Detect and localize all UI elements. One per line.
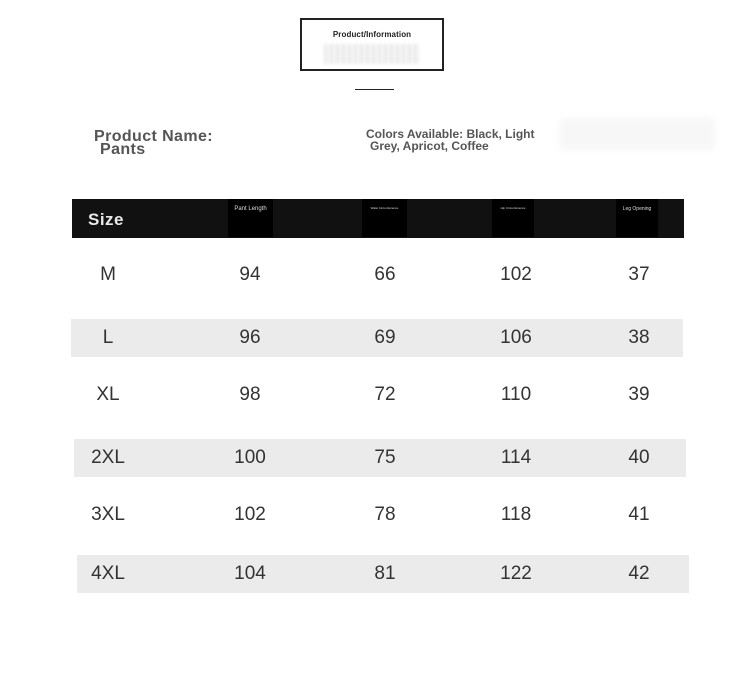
column-header-pant-length xyxy=(228,199,273,237)
table-row xyxy=(71,376,683,414)
cell-pant-length: 104 xyxy=(234,563,266,584)
cell-hip: 114 xyxy=(500,447,532,468)
cell-pant-length: 98 xyxy=(239,384,261,405)
table-row xyxy=(71,256,683,294)
colors-line-2: Grey, Apricot, Coffee xyxy=(370,139,489,153)
cell-hip: 102 xyxy=(500,264,532,285)
column-header-hip-label: Hip Circumference xyxy=(500,206,526,210)
cell-size: 4XL xyxy=(91,563,125,584)
table-row xyxy=(71,319,683,357)
product-name-label: Product Name: xyxy=(94,128,213,145)
cell-waist: 78 xyxy=(374,504,396,525)
cell-leg-opening: 41 xyxy=(628,504,650,525)
cell-leg-opening: 37 xyxy=(628,264,650,285)
cell-pant-length: 102 xyxy=(234,504,266,525)
cell-leg-opening: 38 xyxy=(628,327,650,348)
cell-pant-length: 100 xyxy=(234,447,266,468)
column-header-leg-opening xyxy=(616,199,658,237)
cell-pant-length: 94 xyxy=(239,264,261,285)
cell-waist: 72 xyxy=(374,384,396,405)
cell-leg-opening: 40 xyxy=(628,447,650,468)
table-row xyxy=(77,555,689,593)
colors-available xyxy=(366,128,566,152)
header-title: Product/Information xyxy=(332,30,412,39)
cell-hip: 118 xyxy=(500,504,532,525)
cell-size: L xyxy=(102,327,114,348)
size-table-header xyxy=(72,199,684,238)
cell-leg-opening: 39 xyxy=(628,384,650,405)
table-row xyxy=(74,439,686,477)
colors-blur-decoration xyxy=(560,118,715,150)
cell-leg-opening: 42 xyxy=(628,563,650,584)
cell-size: XL xyxy=(96,384,120,405)
cell-size: 2XL xyxy=(91,447,125,468)
cell-hip: 110 xyxy=(500,384,532,405)
product-information-header xyxy=(300,18,444,71)
cell-size: M xyxy=(100,264,116,285)
column-header-leg-opening-label: Leg Opening xyxy=(622,206,652,212)
column-header-pant-length-label: Pant Length xyxy=(234,206,267,212)
column-header-size: Size xyxy=(88,210,125,229)
header-divider xyxy=(355,89,394,90)
header-blurred-subtitle xyxy=(324,44,420,64)
table-row xyxy=(71,496,683,534)
product-name-value: Pants xyxy=(100,141,146,158)
column-header-waist xyxy=(362,199,407,237)
column-header-waist-label: Waist Circumference xyxy=(370,206,399,210)
colors-line-1: Colors Available: Black, Light xyxy=(366,127,535,141)
cell-size: 3XL xyxy=(91,504,125,525)
product-name xyxy=(94,130,244,156)
cell-hip: 122 xyxy=(500,563,532,584)
cell-waist: 66 xyxy=(374,264,396,285)
cell-waist: 81 xyxy=(374,563,396,584)
cell-waist: 69 xyxy=(374,327,396,348)
column-header-hip xyxy=(492,199,534,237)
cell-waist: 75 xyxy=(374,447,396,468)
cell-hip: 106 xyxy=(500,327,532,348)
cell-pant-length: 96 xyxy=(239,327,261,348)
